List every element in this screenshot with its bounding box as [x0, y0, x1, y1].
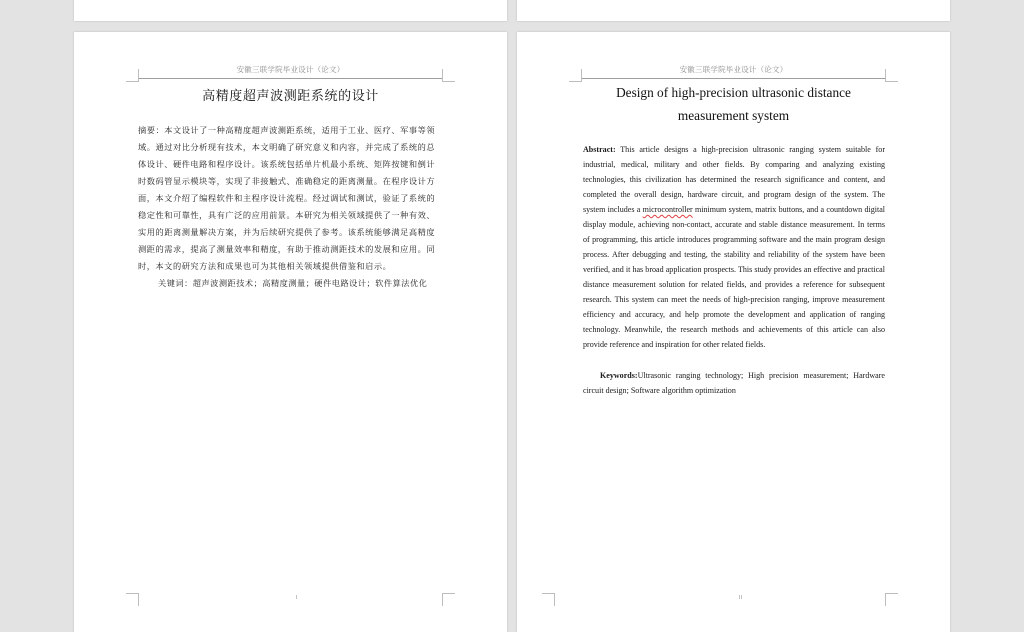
previous-page-right: [517, 0, 950, 21]
abstract-line: 时数码管显示模块等，实现了非接触式、准确稳定的距离测量。在程序设计方: [138, 176, 436, 186]
page-number: II: [739, 595, 742, 601]
english-keywords: [583, 368, 885, 398]
page-chinese-abstract[interactable]: [74, 32, 507, 632]
chinese-abstract: [138, 122, 446, 275]
page-english-abstract[interactable]: [517, 32, 950, 632]
spellcheck-flagged-word[interactable]: microcontroller: [642, 205, 693, 214]
abstract-text: This article designs a high-precision ultrasonic ranging system suitable for industrial, medical, military and other fields. By comparing and analyzing existing technologies, this civilization has determined the research significance and content, and completed the overall design, hardware circuit, and program design of the system. The system includes a: [583, 145, 885, 214]
previous-page-left: [74, 0, 507, 21]
abstract-line: 测距的需求，提高了测量效率和精度，有助于推动测距技术的发展和应用。同: [138, 244, 436, 254]
header-rule: [139, 78, 442, 79]
english-title: [557, 81, 910, 127]
abstract-text: minimum system, matrix buttons, and a countdown digital display module, achieving non-contact, accurate and stable distance measurement. In terms of programming, this article introduces programming software and the main program design process. After debugging and testing, the stability and reliability of the system have been verified, and it has broad application prospects. This study provides an effective and practical distance measurement solution for related fields, and provides a reference for subsequent research. This system can meet the needs of high-precision ranging, improve measurement efficiency and accuracy, and help promote the development and application of ranging technology. Meanwhile, the research methods and achievements of this article can also provide reference and inspiration for other related fields.: [583, 205, 886, 349]
crop-mark-bottom-right: [442, 593, 455, 606]
page-header: 安徽三联学院毕业设计（论文）: [236, 65, 345, 74]
english-abstract: [583, 142, 885, 352]
page-header: 安徽三联学院毕业设计（论文）: [679, 65, 788, 74]
abstract-line: 面，本文介绍了编程软件和主程序设计流程。经过调试和测试，验证了系统的: [138, 193, 436, 203]
crop-mark-bottom-left: [542, 593, 555, 606]
english-title-line: measurement system: [677, 108, 790, 123]
chinese-title: 高精度超声波测距系统的设计: [202, 89, 379, 104]
abstract-label: Abstract:: [583, 145, 616, 154]
chinese-keywords: 关键词：超声波测距技术；高精度测量；硬件电路设计；软件算法优化: [158, 278, 428, 288]
abstract-line: 摘要：本文设计了一种高精度超声波测距系统，适用于工业、医疗、军事等领: [138, 125, 436, 135]
abstract-line: 稳定性和可靠性，具有广泛的应用前景。本研究为相关领域提供了一种有效、: [138, 210, 436, 220]
keywords-text: Ultrasonic ranging technology; High precision measurement; Hardware circuit design; Software algorithm optimization: [583, 371, 885, 395]
crop-mark-bottom-right: [885, 593, 898, 606]
header-rule: [582, 78, 885, 79]
page-number: I: [296, 595, 298, 601]
english-title-line: Design of high-precision ultrasonic distance: [616, 85, 851, 100]
abstract-line: 时，本文的研究方法和成果也可为其他相关领域提供借鉴和启示。: [138, 261, 392, 271]
abstract-line: 体设计、硬件电路和程序设计。该系统包括单片机最小系统、矩阵按键和倒计: [138, 159, 436, 169]
abstract-line: 实用的距离测量解决方案，并为后续研究提供了参考。该系统能够满足高精度: [138, 227, 436, 237]
crop-mark-bottom-left: [126, 593, 139, 606]
keywords-label: Keywords:: [600, 371, 638, 380]
abstract-line: 域。通过对比分析现有技术，本文明确了研究意义和内容，并完成了系统的总: [138, 142, 436, 152]
